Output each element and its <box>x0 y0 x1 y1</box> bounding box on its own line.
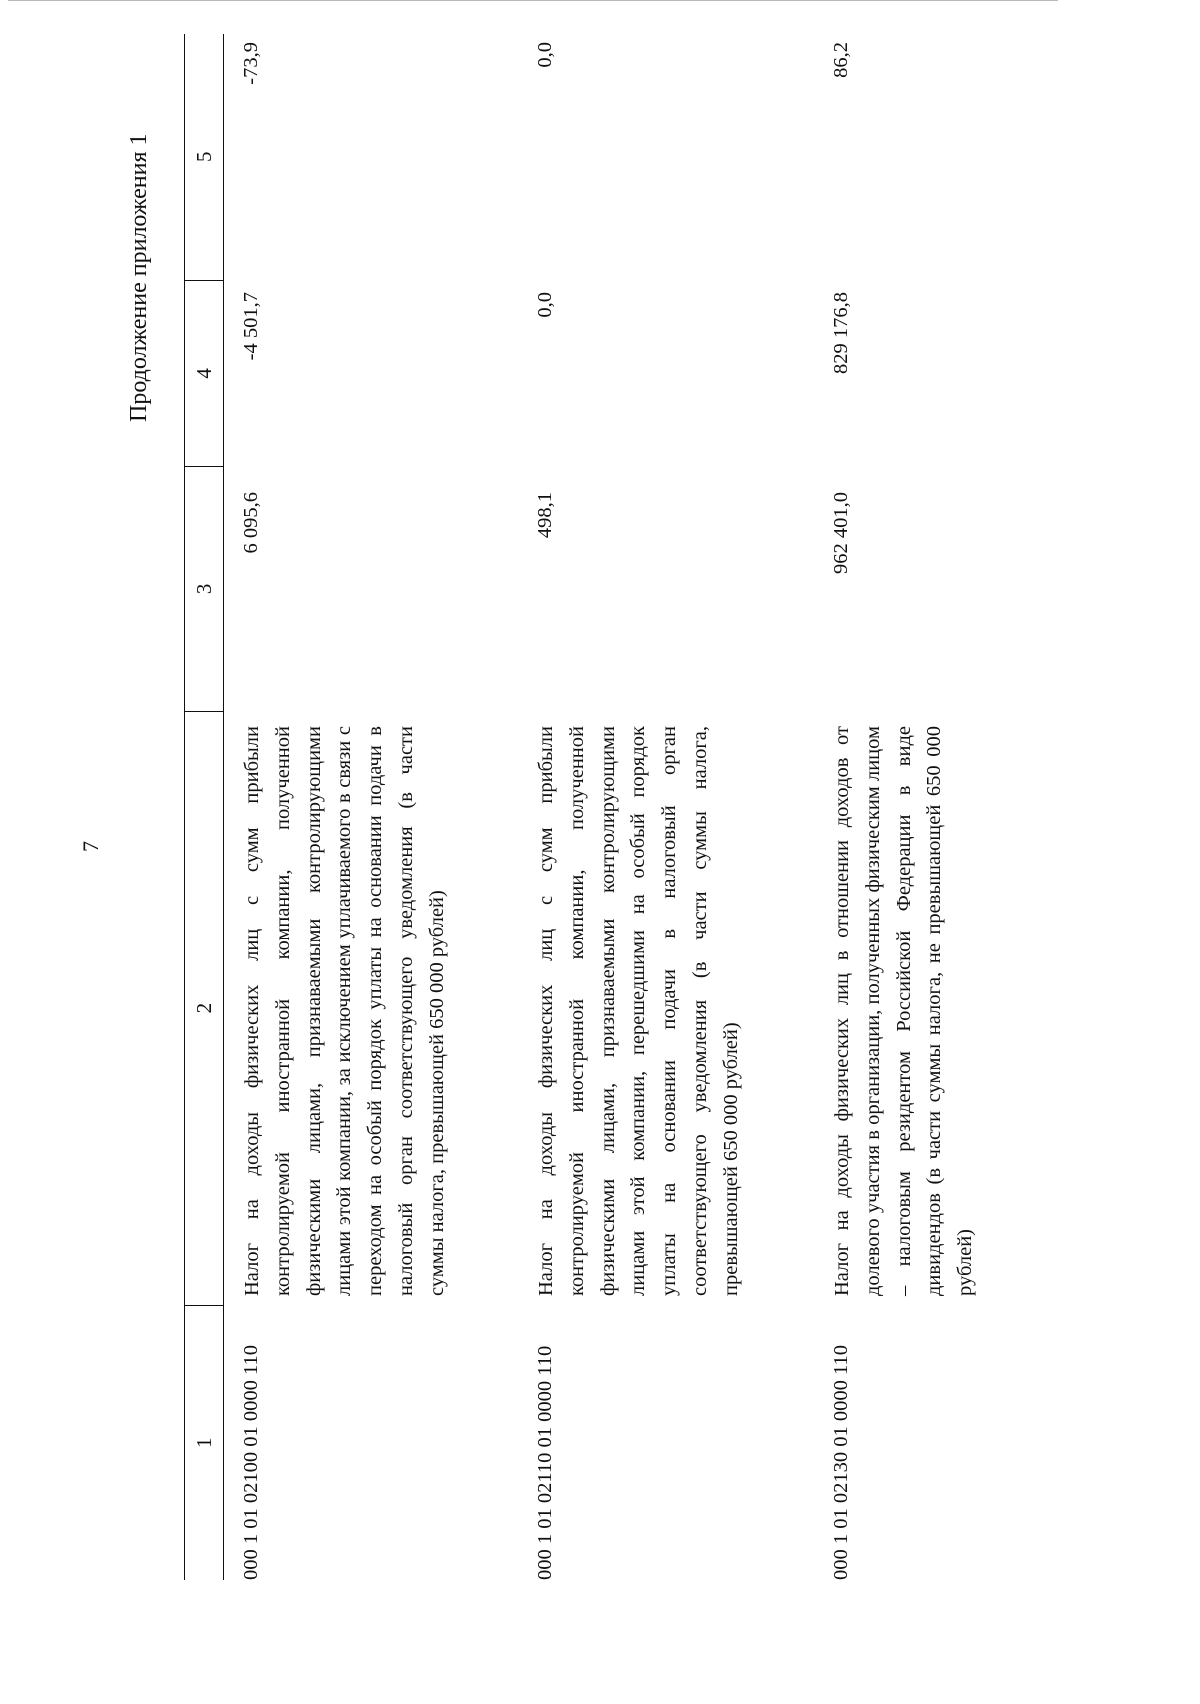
value-col-4: 829 176,8 <box>830 292 852 374</box>
header-col-1: 1 <box>185 1305 223 1580</box>
value-col-3: 6 095,6 <box>240 492 262 554</box>
revenue-table <box>184 34 976 1580</box>
value-col-4: 0,0 <box>534 292 556 318</box>
revenue-name: Налог на доходы физических лиц в отношении доходов от долевого участия в организации, полученных физическим лицом – налоговым резидентом Российской Федерации в виде дивидендов (в части суммы налога, не превышающей 650 000 рублей) <box>831 726 976 1296</box>
header-col-3: 3 <box>185 466 223 711</box>
value-col-3: 498,1 <box>534 492 556 539</box>
budget-code: 000 1 01 02110 01 0000 110 <box>534 1345 556 1580</box>
value-col-5: 0,0 <box>534 42 556 68</box>
revenue-name: Налог на доходы физических лиц с сумм прибыли контролируемой иностранной компании, полученной физическими лицами, признаваемыми контролирующими лицами этой компании, за исключением уплачиваемого в связи с переходом на особый порядок уплаты на основании подачи в налоговый орган соответствующего уведомления (в части суммы налога, превышающей 650 000 рублей) <box>241 726 448 1296</box>
value-col-4: -4 501,7 <box>240 292 262 361</box>
revenue-name: Налог на доходы физических лиц с сумм прибыли контролируемой иностранной компании, полученной физическими лицами, признаваемыми контролирующими лицами этой компании, перешедшими на особый порядок уплаты на основании подачи в налоговый орган соответствующего уведомления (в части суммы налога, превышающей 650 000 рублей) <box>535 726 742 1296</box>
value-col-5: 86,2 <box>830 42 852 78</box>
header-col-4: 4 <box>185 280 223 467</box>
budget-code: 000 1 01 02130 01 0000 110 <box>830 1345 852 1580</box>
header-col-2: 2 <box>185 711 223 1305</box>
value-col-3: 962 401,0 <box>830 492 852 574</box>
table-header-row <box>184 34 224 1580</box>
continuation-note: Продолжение приложения 1 <box>126 133 152 422</box>
page-number: 7 <box>78 841 103 852</box>
value-col-5: -73,9 <box>240 42 262 85</box>
header-col-5: 5 <box>192 151 216 163</box>
budget-code: 000 1 01 02100 01 0000 110 <box>240 1345 262 1580</box>
